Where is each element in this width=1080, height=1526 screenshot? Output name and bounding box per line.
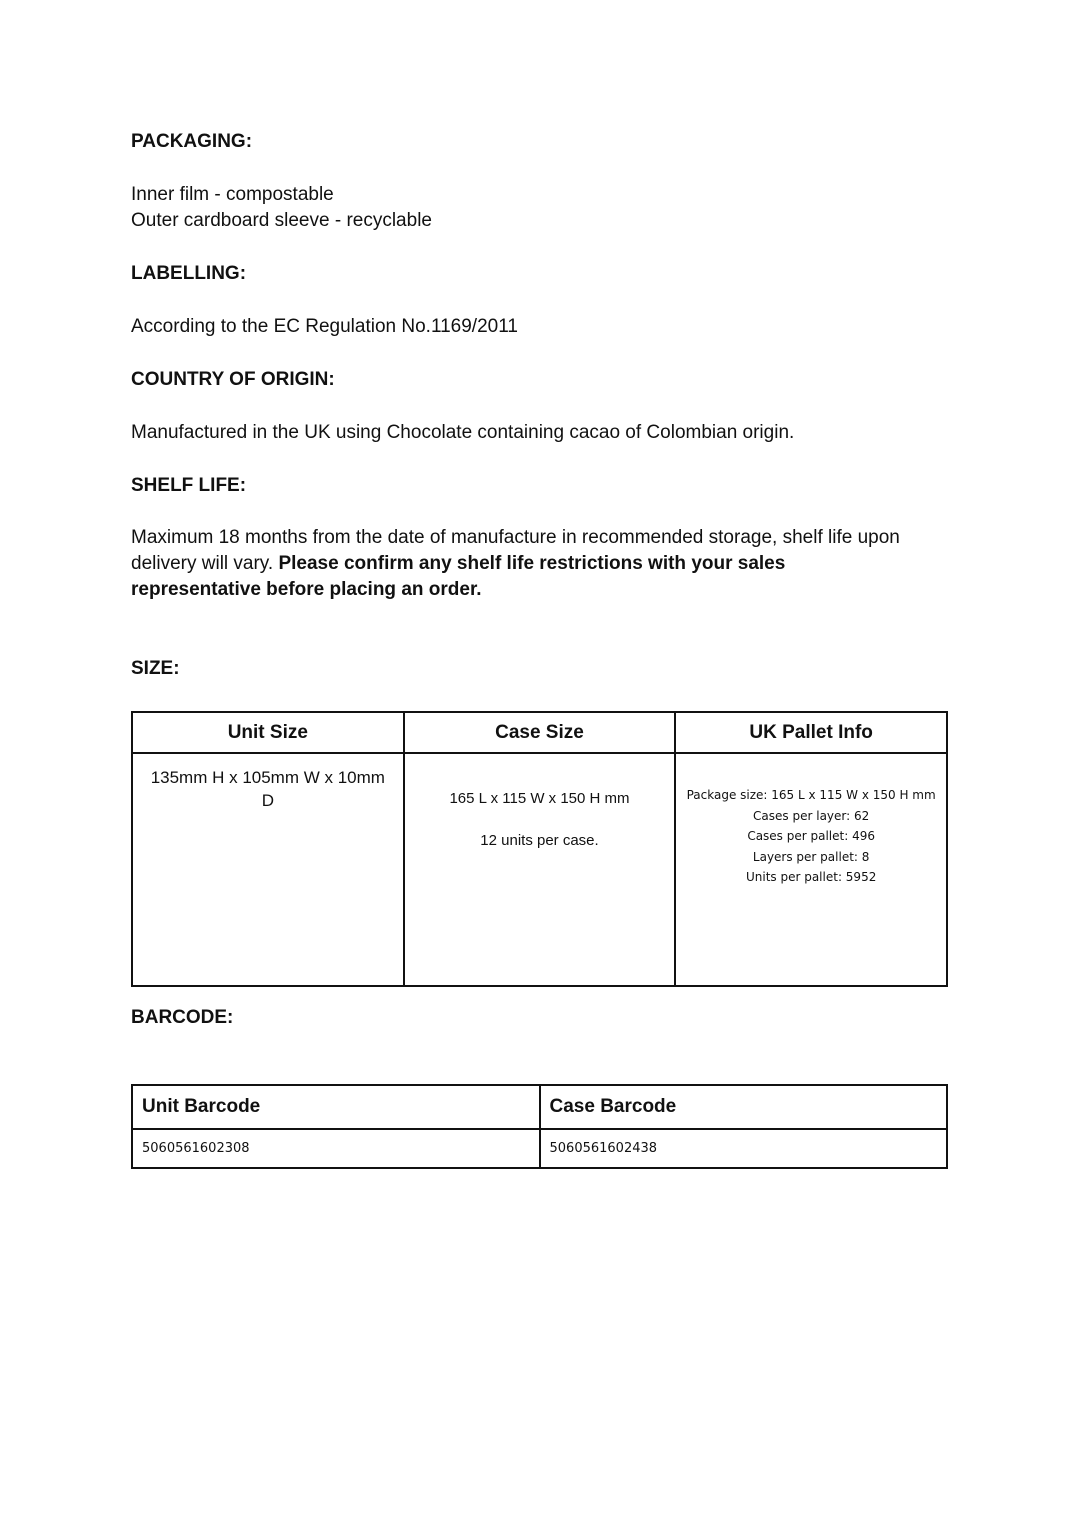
- barcode-table: [131, 1084, 948, 1169]
- case-size-dimensions: 165 L x 115 W x 150 H mm: [449, 790, 630, 807]
- unit-size-header: Unit Size: [132, 712, 404, 753]
- pallet-info-line: Units per pallet: 5952: [745, 870, 877, 884]
- size-table-header-row: [132, 712, 947, 753]
- size-table: [131, 711, 948, 987]
- case-units: 12 units per case.: [480, 832, 599, 849]
- pallet-info-header: UK Pallet Info: [675, 712, 947, 753]
- labelling-text: According to the EC Regulation No.1169/2011: [131, 316, 518, 337]
- barcode-table-row: [132, 1129, 947, 1168]
- packaging-text: [131, 182, 948, 234]
- unit-barcode-header: Unit Barcode: [132, 1085, 540, 1129]
- pallet-info-cell: [675, 753, 947, 986]
- size-table-row: [132, 753, 947, 986]
- case-barcode-header: Case Barcode: [540, 1085, 948, 1129]
- pallet-info-line: Cases per layer: 62: [753, 808, 870, 823]
- shelf-life-line: [131, 551, 948, 577]
- size-heading: SIZE:: [131, 658, 180, 679]
- shelf-life-plain: delivery will vary.: [131, 553, 279, 574]
- unit-size-line: D: [261, 791, 274, 810]
- shelf-life-warning: Please confirm any shelf life restrictions with your sales: [278, 553, 786, 574]
- origin-text: Manufactured in the UK using Chocolate containing cacao of Colombian origin.: [131, 422, 795, 443]
- pallet-info-line: Layers per pallet: 8: [752, 849, 870, 864]
- packaging-line: Inner film - compostable: [131, 184, 334, 205]
- shelf-life-heading: SHELF LIFE:: [131, 475, 247, 496]
- packaging-line: Outer cardboard sleeve - recyclable: [131, 210, 432, 231]
- pallet-info-line: Cases per pallet: 496: [747, 829, 875, 843]
- unit-size-cell: [132, 753, 404, 986]
- unit-size-line: 135mm H x 105mm W x 10mm: [150, 768, 385, 787]
- barcode-table-header-row: [132, 1085, 947, 1129]
- shelf-life-text: [131, 525, 948, 603]
- barcode-heading: BARCODE:: [131, 1007, 234, 1028]
- unit-barcode-value: 5060561602308: [132, 1129, 540, 1168]
- origin-heading: COUNTRY OF ORIGIN:: [131, 369, 335, 390]
- shelf-life-line: Maximum 18 months from the date of manufacture in recommended storage, shelf life upon: [131, 527, 900, 548]
- labelling-heading: LABELLING:: [131, 263, 247, 284]
- packaging-heading: PACKAGING:: [131, 131, 253, 152]
- case-barcode-value: 5060561602438: [540, 1129, 948, 1168]
- pallet-info-line: Package size: 165 L x 115 W x 150 H mm: [686, 788, 936, 802]
- shelf-life-warning: representative before placing an order.: [131, 579, 482, 600]
- case-size-cell: [404, 753, 676, 986]
- case-size-header: Case Size: [404, 712, 676, 753]
